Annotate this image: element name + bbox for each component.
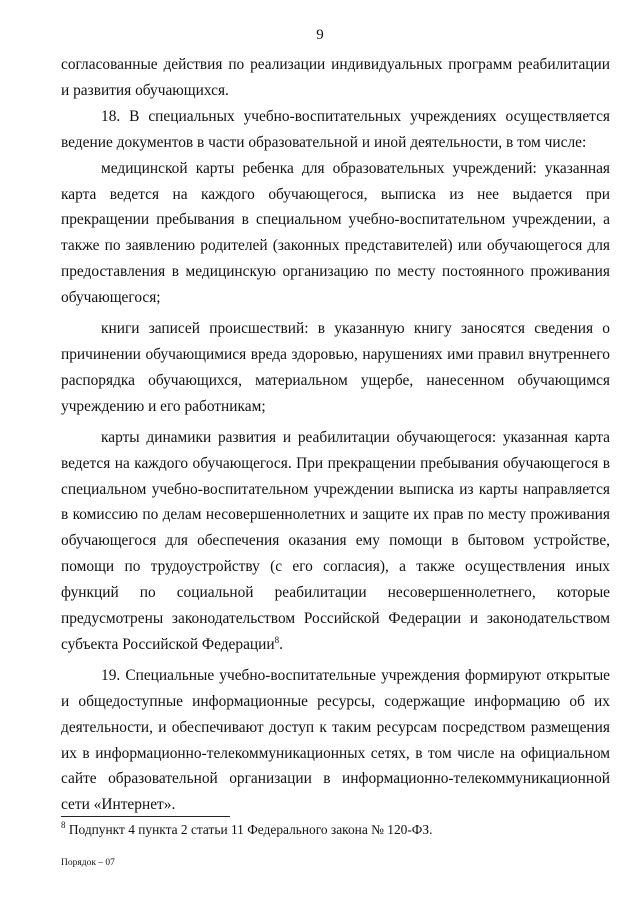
paragraph [61,425,610,658]
paragraph: 19. Специальные учебно-воспитательные учреждения формируют открытые и общедоступные информационные ресурсы, содержащие информацию об их деятельности, и обеспечивают доступ к таким ресурсам посредством размещения их в информационно-телекоммуникационных сетях, в том числе на официальном сайте образовательной организации в информационно-телекоммуникационной сети «Интернет». [61,666,610,814]
paragraph-tail: . [279,635,283,653]
paragraph: 18. В специальных учебно-воспитательных учреждениях осуществляется ведение документов в части образовательной и иной деятельности, в том числе: [61,107,610,151]
paragraph: согласованные действия по реализации индивидуальных программ реабилитации и развития обучающихся. [61,56,610,99]
footnote [61,821,610,839]
footnote-marker: 8 [61,820,66,830]
footnote-divider [61,816,230,817]
paragraph: медицинской карты ребенка для образовательных учреждений: указанная карта ведется на каждого обучающегося, выписка из нее выдается при прекращении пребывания в специальном учебно-воспитательном учреждении, а также по заявлению родителей (законных представителей) или обучающегося для предоставления в медицинскую организацию по месту постоянного проживания обучающегося; [61,159,610,307]
page-number: 9 [316,27,324,43]
body-text [61,52,610,818]
paragraph: книги записей происшествий: в указанную книгу заносятся сведения о причинении обучающимися вреда здоровью, нарушениях ими правил внутреннего распорядка обучающихся, материальном ущербе, нанесенном обучающимся учреждению и его работникам; [61,320,610,415]
document-code: Порядок – 07 [61,858,115,868]
footnote-reference[interactable]: 8 [274,634,280,645]
footnote-text: Подпункт 4 пункта 2 статьи 11 Федерального закона № 120-ФЗ. [65,822,433,837]
paragraph-text: карты динамики развития и реабилитации обучающегося: указанная карта ведется на каждого обучающегося. При прекращении пребывания обучающегося в специальном учебно-воспитательном учреждении выписка из карты направляется в комиссию по делам несовершеннолетних и защите их прав по месту проживания обучающегося для обеспечения оказания ему помощи в бытовом устройстве, помощи по трудоустройству (с его согласия), а также осуществления иных функций по социальной реабилитации несовершеннолетнего, которые предусмотрены законодательством Российской Федерации и законодательством субъекта Российской Федерации [61,428,610,653]
